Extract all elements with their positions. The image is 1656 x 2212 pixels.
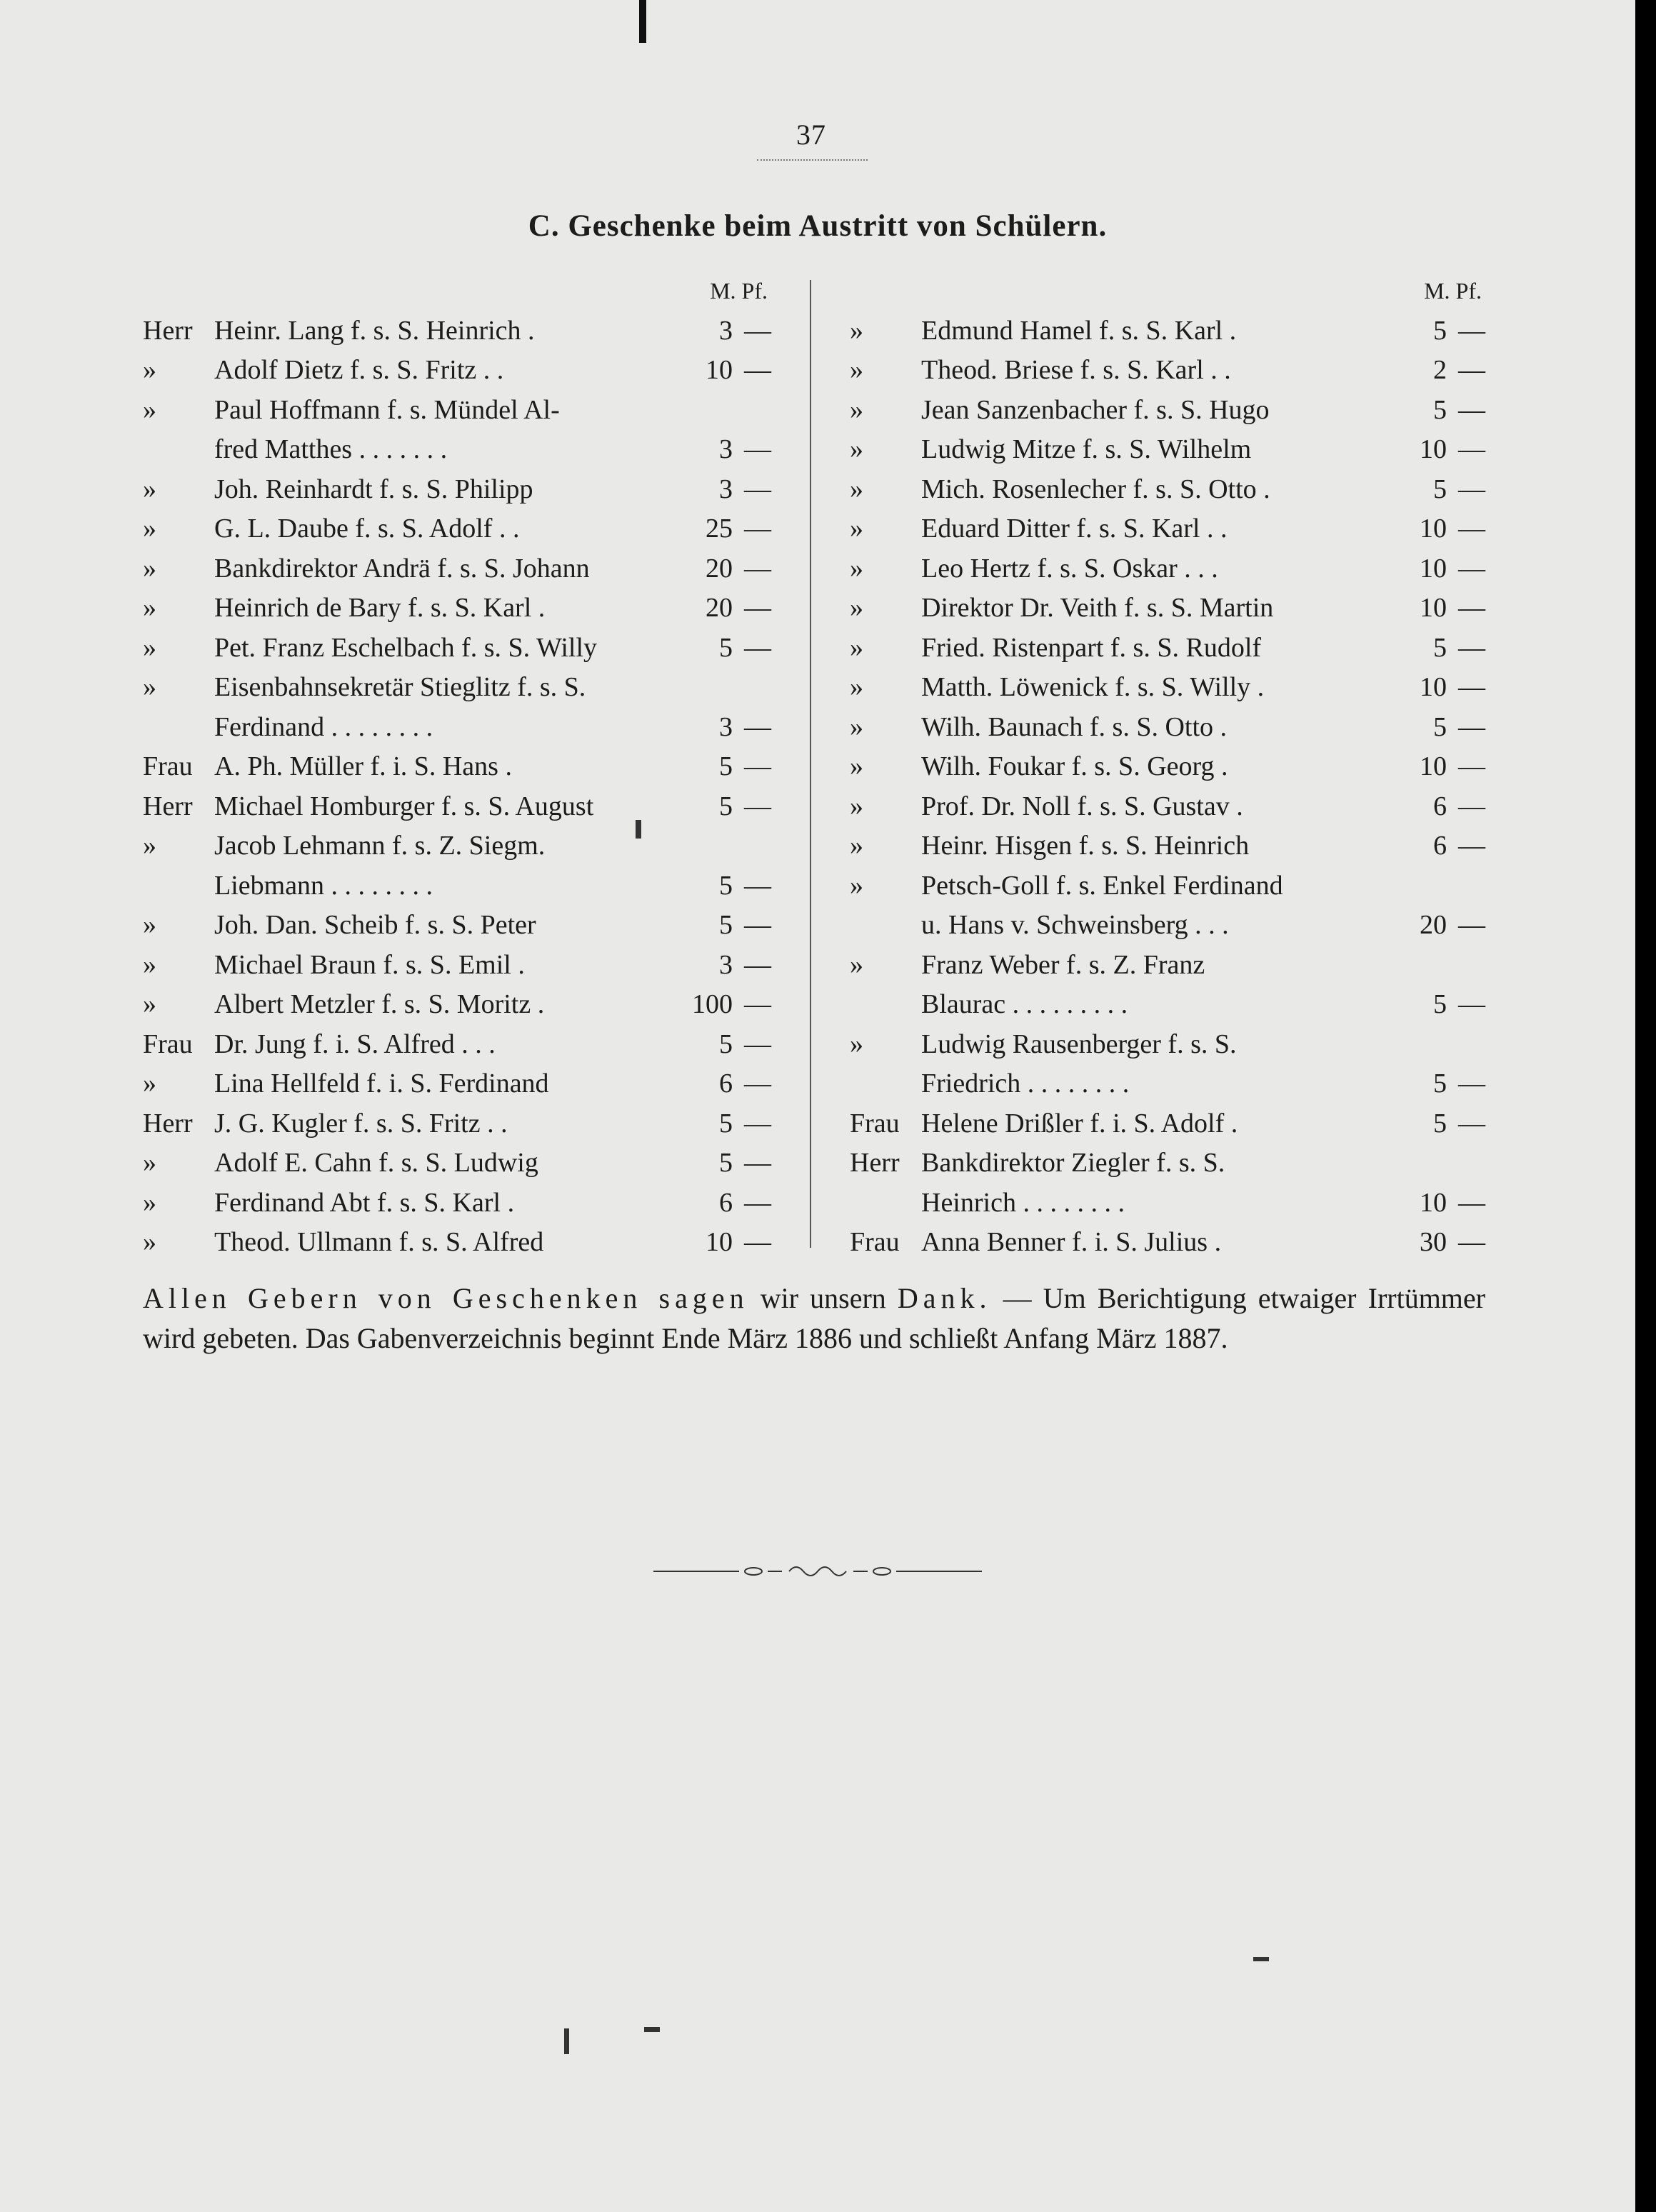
amount-pfennig: — [744, 355, 771, 385]
amount-pfennig: — [1458, 394, 1485, 425]
amount-pfennig: — [744, 751, 771, 781]
donor-name: Helene Drißler f. i. S. Adolf . [921, 1108, 1238, 1138]
amount-marks: 5 [719, 1029, 733, 1059]
donor-name: Anna Benner f. i. S. Julius . [921, 1227, 1222, 1257]
donor-title: » [850, 593, 863, 623]
donor-title: » [850, 553, 863, 584]
donor-name: u. Hans v. Schweinsberg . . . [921, 910, 1229, 940]
donation-row [143, 351, 771, 391]
amount-marks: 6 [1433, 831, 1447, 861]
donor-title: » [143, 949, 156, 980]
donation-row [850, 826, 1485, 866]
amount-marks: 3 [719, 315, 733, 346]
donor-name: Liebmann . . . . . . . . [214, 870, 433, 901]
amount-marks: 3 [719, 434, 733, 464]
donor-title: Herr [850, 1148, 900, 1178]
amount-pfennig: — [1458, 355, 1485, 385]
currency-header-right: M. Pf. [1424, 278, 1482, 304]
donation-row [850, 470, 1485, 510]
donor-name: Franz Weber f. s. Z. Franz [921, 949, 1205, 980]
donor-name: Heinr. Lang f. s. S. Heinrich . [214, 315, 535, 346]
donor-name: Heinr. Hisgen f. s. S. Heinrich [921, 831, 1250, 861]
donor-title: » [143, 553, 156, 584]
donation-row [143, 906, 771, 946]
right-column [850, 271, 1485, 1263]
donation-row [850, 629, 1485, 669]
donor-title: » [143, 1187, 156, 1218]
amount-marks: 10 [1420, 593, 1447, 623]
amount-pfennig: — [744, 474, 771, 504]
donation-row [850, 1223, 1485, 1263]
donor-name: Ferdinand . . . . . . . . [214, 711, 433, 742]
donation-row [143, 866, 771, 906]
donation-row [143, 311, 771, 351]
donor-title: » [143, 910, 156, 940]
amount-marks: 2 [1433, 355, 1447, 385]
scan-speck [1253, 1957, 1269, 1961]
donation-row [143, 629, 771, 669]
donation-row [143, 946, 771, 986]
ornament-divider-icon [653, 1557, 982, 1586]
donation-row [850, 589, 1485, 629]
donation-row [850, 985, 1485, 1025]
donor-name: Heinrich de Bary f. s. S. Karl . [214, 593, 546, 623]
donor-name: Fried. Ristenpart f. s. S. Rudolf [921, 632, 1262, 663]
amount-pfennig: — [744, 1069, 771, 1099]
donor-name: Eisenbahnsekretär Stieglitz f. s. S. [214, 672, 586, 702]
amount-marks: 6 [719, 1187, 733, 1218]
scan-speck [644, 2027, 660, 2032]
donor-title: » [143, 514, 156, 544]
amount-pfennig: — [744, 514, 771, 544]
donor-title: » [850, 1029, 863, 1059]
amount-marks: 20 [706, 593, 733, 623]
donor-title: Frau [143, 1029, 193, 1059]
donor-name: Matth. Löwenick f. s. S. Willy . [921, 672, 1265, 702]
amount-marks: 10 [1420, 672, 1447, 702]
amount-pfennig: — [744, 632, 771, 663]
donation-row [850, 1104, 1485, 1144]
amount-pfennig: — [1458, 989, 1485, 1019]
donor-title: Herr [143, 1108, 193, 1138]
donor-name: Albert Metzler f. s. S. Moritz . [214, 989, 545, 1019]
currency-header-left: M. Pf. [710, 278, 768, 304]
donor-name: Michael Braun f. s. S. Emil . [214, 949, 525, 980]
amount-pfennig: — [1458, 474, 1485, 504]
scan-border [1635, 0, 1656, 2212]
scan-speck [636, 820, 641, 839]
donation-row [143, 1104, 771, 1144]
donation-row [850, 906, 1485, 946]
donation-row [143, 1025, 771, 1065]
amount-pfennig: — [744, 870, 771, 901]
scan-speck [639, 0, 646, 43]
donation-row [850, 668, 1485, 708]
amount-marks: 5 [719, 870, 733, 901]
amount-pfennig: — [744, 315, 771, 346]
donor-name: Michael Homburger f. s. S. August [214, 791, 594, 821]
amount-pfennig: — [744, 791, 771, 821]
amount-pfennig: — [1458, 553, 1485, 584]
donation-row [850, 311, 1485, 351]
amount-pfennig: — [1458, 514, 1485, 544]
donation-row [850, 1143, 1485, 1183]
donor-name: Petsch-Goll f. s. Enkel Ferdinand [921, 870, 1283, 901]
scan-speck [564, 2028, 569, 2054]
amount-pfennig: — [744, 711, 771, 742]
donation-row [143, 985, 771, 1025]
donation-row [850, 747, 1485, 787]
closing-note-spaced-1: Allen Gebern von Geschenken sagen [143, 1282, 749, 1314]
donor-title: » [143, 831, 156, 861]
donation-row [143, 391, 771, 431]
amount-marks: 100 [692, 989, 733, 1019]
amount-pfennig: — [744, 949, 771, 980]
amount-marks: 3 [719, 711, 733, 742]
donor-name: A. Ph. Müller f. i. S. Hans . [214, 751, 512, 781]
donor-title: » [850, 870, 863, 901]
donor-name: fred Matthes . . . . . . . [214, 434, 448, 464]
donor-title: » [850, 791, 863, 821]
donation-row [143, 589, 771, 629]
donor-title: » [850, 949, 863, 980]
amount-pfennig: — [1458, 315, 1485, 346]
donor-name: Dr. Jung f. i. S. Alfred . . . [214, 1029, 496, 1059]
amount-pfennig: — [744, 989, 771, 1019]
closing-note-text-1: wir unsern [748, 1282, 898, 1314]
donation-row [143, 509, 771, 549]
donor-name: Edmund Hamel f. s. S. Karl . [921, 315, 1237, 346]
amount-pfennig: — [1458, 831, 1485, 861]
amount-marks: 10 [1420, 514, 1447, 544]
closing-note-text-2: — Um Berichtigung etwaiger Irrtümmer wird gebeten. Das Gabenverzeichnis beginnt Ende März 1886 und schließt Anfang März 1887. [143, 1282, 1485, 1354]
donor-title: » [850, 672, 863, 702]
amount-marks: 10 [1420, 1187, 1447, 1218]
right-column-header [850, 271, 1485, 311]
donor-title: » [850, 514, 863, 544]
donor-title: » [143, 474, 156, 504]
donor-name: Ludwig Rausenberger f. s. S. [921, 1029, 1237, 1059]
donor-name: Prof. Dr. Noll f. s. S. Gustav . [921, 791, 1243, 821]
amount-pfennig: — [1458, 711, 1485, 742]
donation-row [143, 747, 771, 787]
amount-pfennig: — [744, 1148, 771, 1178]
donation-row [850, 1025, 1485, 1065]
amount-pfennig: — [1458, 1069, 1485, 1099]
donor-title: Frau [850, 1227, 900, 1257]
amount-marks: 25 [706, 514, 733, 544]
donor-title: » [850, 831, 863, 861]
donor-title: » [143, 989, 156, 1019]
donation-row [143, 1183, 771, 1223]
amount-marks: 5 [1433, 1069, 1447, 1099]
donor-title: » [143, 632, 156, 663]
section-heading: C. Geschenke beim Austritt von Schülern. [528, 209, 1108, 243]
amount-marks: 5 [719, 910, 733, 940]
donor-title: Frau [143, 751, 193, 781]
donor-name: Wilh. Foukar f. s. S. Georg . [921, 751, 1228, 781]
donation-row [850, 708, 1485, 748]
amount-pfennig: — [744, 434, 771, 464]
donor-title: Herr [143, 791, 193, 821]
amount-marks: 10 [706, 1227, 733, 1257]
amount-marks: 10 [1420, 434, 1447, 464]
amount-pfennig: — [1458, 434, 1485, 464]
amount-pfennig: — [1458, 593, 1485, 623]
amount-marks: 3 [719, 474, 733, 504]
donation-row [850, 946, 1485, 986]
donor-name: Leo Hertz f. s. S. Oskar . . . [921, 553, 1218, 584]
donor-title: » [143, 593, 156, 623]
amount-pfennig: — [1458, 632, 1485, 663]
amount-marks: 10 [1420, 553, 1447, 584]
amount-marks: 3 [719, 949, 733, 980]
donor-name: Mich. Rosenlecher f. s. S. Otto . [921, 474, 1270, 504]
donor-title: Herr [143, 315, 193, 346]
donor-name: Adolf E. Cahn f. s. S. Ludwig [214, 1148, 538, 1178]
donor-title: » [143, 1148, 156, 1178]
amount-marks: 5 [719, 632, 733, 663]
donor-name: Theod. Briese f. s. S. Karl . . [921, 355, 1231, 385]
donor-title: » [850, 315, 863, 346]
donation-row [143, 430, 771, 470]
donor-name: Bankdirektor Ziegler f. s. S. [921, 1148, 1225, 1178]
amount-pfennig: — [1458, 672, 1485, 702]
amount-marks: 20 [706, 553, 733, 584]
amount-pfennig: — [744, 553, 771, 584]
donation-row [850, 351, 1485, 391]
closing-note-spaced-2: Dank. [897, 1282, 992, 1314]
donation-row [850, 1183, 1485, 1223]
donation-row [850, 1064, 1485, 1104]
amount-marks: 6 [1433, 791, 1447, 821]
donation-row [850, 787, 1485, 827]
donor-name: Bankdirektor Andrä f. s. S. Johann [214, 553, 590, 584]
donor-title: Frau [850, 1108, 900, 1138]
donor-name: Heinrich . . . . . . . . [921, 1187, 1125, 1218]
donation-row [143, 787, 771, 827]
donor-name: Direktor Dr. Veith f. s. S. Martin [921, 593, 1274, 623]
page-number: 37 [796, 119, 826, 151]
donor-name: Joh. Reinhardt f. s. S. Philipp [214, 474, 533, 504]
amount-pfennig: — [1458, 791, 1485, 821]
donation-row [143, 1143, 771, 1183]
amount-pfennig: — [744, 1227, 771, 1257]
donation-row [143, 549, 771, 589]
donor-name: Ferdinand Abt f. s. S. Karl . [214, 1187, 515, 1218]
amount-pfennig: — [1458, 1108, 1485, 1138]
amount-marks: 5 [1433, 1108, 1447, 1138]
donor-title: » [850, 632, 863, 663]
donor-name: Pet. Franz Eschelbach f. s. S. Willy [214, 632, 598, 663]
amount-marks: 5 [1433, 394, 1447, 425]
donation-row [143, 470, 771, 510]
donor-title: » [850, 711, 863, 742]
amount-marks: 5 [1433, 474, 1447, 504]
donation-row [143, 826, 771, 866]
donor-name: Jean Sanzenbacher f. s. S. Hugo [921, 394, 1270, 425]
donor-name: Joh. Dan. Scheib f. s. S. Peter [214, 910, 536, 940]
donation-row [850, 509, 1485, 549]
amount-pfennig: — [744, 910, 771, 940]
donor-title: » [850, 474, 863, 504]
amount-marks: 5 [719, 1148, 733, 1178]
amount-pfennig: — [744, 593, 771, 623]
left-column-header [143, 271, 771, 311]
amount-marks: 5 [1433, 711, 1447, 742]
donation-row [850, 430, 1485, 470]
donor-title: » [850, 355, 863, 385]
amount-marks: 5 [719, 751, 733, 781]
closing-note [143, 1278, 1485, 1358]
donor-title: » [850, 394, 863, 425]
amount-marks: 20 [1420, 910, 1447, 940]
donor-name: Eduard Ditter f. s. S. Karl . . [921, 514, 1228, 544]
donor-name: Adolf Dietz f. s. S. Fritz . . [214, 355, 504, 385]
amount-pfennig: — [1458, 1187, 1485, 1218]
amount-marks: 5 [1433, 315, 1447, 346]
amount-marks: 5 [719, 791, 733, 821]
donor-name: G. L. Daube f. s. S. Adolf . . [214, 514, 520, 544]
donor-title: » [850, 434, 863, 464]
amount-marks: 5 [1433, 632, 1447, 663]
amount-marks: 5 [1433, 989, 1447, 1019]
donor-name: J. G. Kugler f. s. S. Fritz . . [214, 1108, 508, 1138]
donor-title: » [143, 355, 156, 385]
amount-pfennig: — [744, 1029, 771, 1059]
amount-marks: 10 [706, 355, 733, 385]
donor-title: » [143, 672, 156, 702]
column-divider [810, 280, 811, 1248]
amount-marks: 6 [719, 1069, 733, 1099]
donor-name: Lina Hellfeld f. i. S. Ferdinand [214, 1069, 549, 1099]
donation-row [143, 668, 771, 708]
amount-marks: 10 [1420, 751, 1447, 781]
donor-name: Ludwig Mitze f. s. S. Wilhelm [921, 434, 1252, 464]
donor-name: Friedrich . . . . . . . . [921, 1069, 1130, 1099]
donation-row [143, 1223, 771, 1263]
donor-name: Theod. Ullmann f. s. S. Alfred [214, 1227, 544, 1257]
donation-row [143, 1064, 771, 1104]
left-column [143, 271, 771, 1263]
donor-title: » [143, 1069, 156, 1099]
amount-pfennig: — [1458, 1227, 1485, 1257]
donor-title: » [143, 1227, 156, 1257]
amount-pfennig: — [1458, 751, 1485, 781]
donation-row [850, 391, 1485, 431]
page-number-rule [757, 159, 868, 161]
amount-pfennig: — [1458, 910, 1485, 940]
amount-marks: 5 [719, 1108, 733, 1138]
donor-name: Paul Hoffmann f. s. Mündel Al- [214, 394, 560, 425]
donation-row [850, 549, 1485, 589]
amount-pfennig: — [744, 1108, 771, 1138]
donation-row [143, 708, 771, 748]
amount-pfennig: — [744, 1187, 771, 1218]
donor-name: Blaurac . . . . . . . . . [921, 989, 1128, 1019]
donor-name: Wilh. Baunach f. s. S. Otto . [921, 711, 1228, 742]
donation-row [850, 866, 1485, 906]
donor-title: » [143, 394, 156, 425]
donor-title: » [850, 751, 863, 781]
amount-marks: 30 [1420, 1227, 1447, 1257]
donor-name: Jacob Lehmann f. s. Z. Siegm. [214, 831, 546, 861]
